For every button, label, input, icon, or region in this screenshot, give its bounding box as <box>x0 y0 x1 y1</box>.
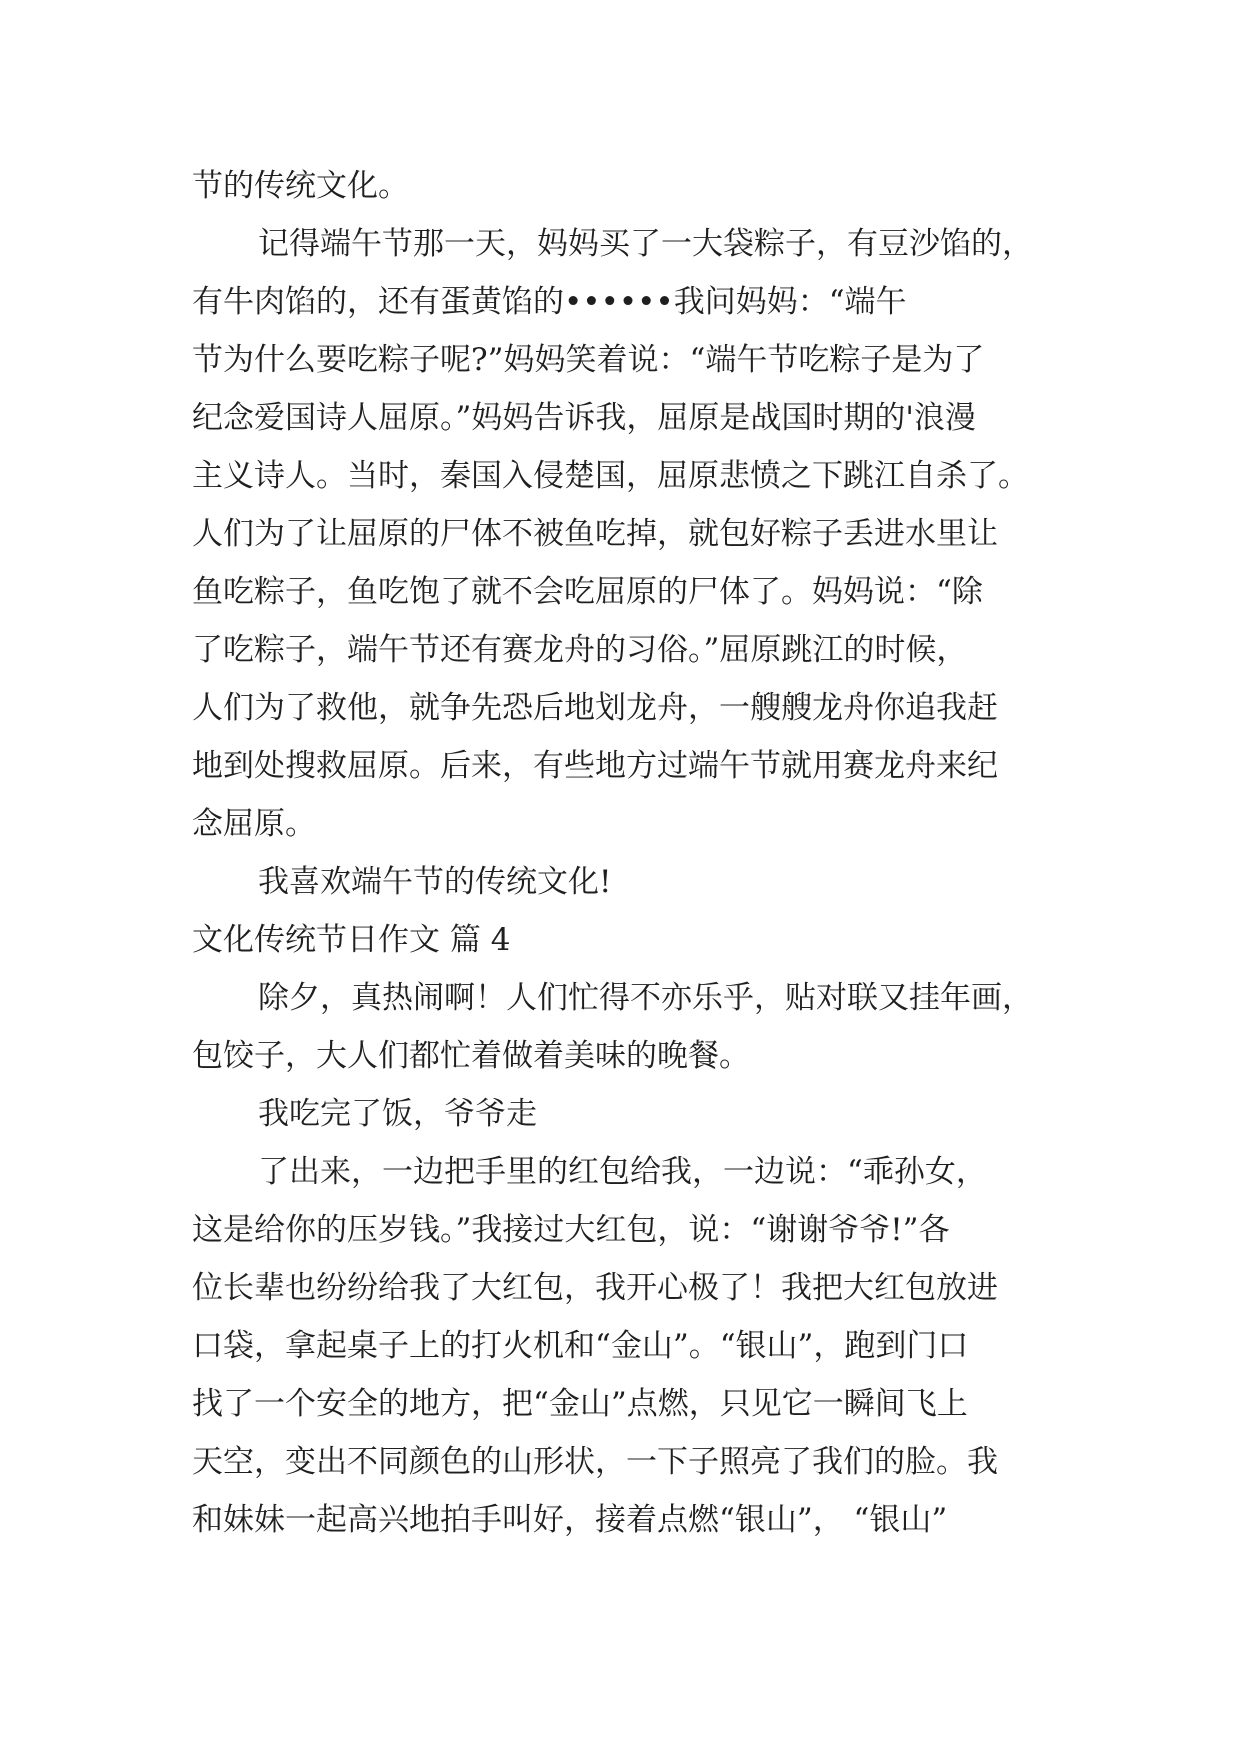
text-line: 位长辈也纷纷给我了大红包，我开心极了！我把大红包放进 <box>192 1270 998 1306</box>
paragraph-start-line: 除夕，真热闹啊！人们忙得不亦乐乎，贴对联又挂年画， <box>258 980 1033 1016</box>
essay-text <box>192 157 1057 1549</box>
text-line: 主义诗人。当时，秦国入侵楚国，屈原悲愤之下跳江自杀了。 <box>192 458 1029 494</box>
text-line: 节的传统文化。 <box>192 168 409 204</box>
paragraph-start-line: 记得端午节那一天，妈妈买了一大袋粽子，有豆沙馅的， <box>258 226 1033 262</box>
text-line: 地到处搜救屈原。后来，有些地方过端午节就用赛龙舟来纪 <box>192 748 998 784</box>
text-line: 和妹妹一起高兴地拍手叫好，接着点燃“银山”， “银山” <box>192 1502 948 1538</box>
paragraph-start-line: 我吃完了饭，爷爷走 <box>258 1096 537 1132</box>
text-line: 鱼吃粽子，鱼吃饱了就不会吃屈原的尸体了。妈妈说：“除 <box>192 574 983 610</box>
text-line: 了吃粽子，端午节还有赛龙舟的习俗。”屈原跳江的时候， <box>192 632 968 668</box>
text-line: 包饺子，大人们都忙着做着美味的晚餐。 <box>192 1038 750 1074</box>
text-line: 人们为了救他，就争先恐后地划龙舟，一艘艘龙舟你追我赶 <box>192 690 998 726</box>
text-line: 这是给你的压岁钱。”我接过大红包，说：“谢谢爷爷!”各 <box>192 1212 950 1248</box>
section-heading: 文化传统节日作文 篇 4 <box>192 922 511 958</box>
text-line: 找了一个安全的地方，把“金山”点燃，只见它一瞬间飞上 <box>192 1386 968 1422</box>
text-line: 念屈原。 <box>192 806 316 842</box>
text-line: 人们为了让屈原的尸体不被鱼吃掉，就包好粽子丢进水里让 <box>192 516 998 552</box>
text-line: 纪念爱国诗人屈原。”妈妈告诉我，屈原是战国时期的'浪漫 <box>192 400 976 436</box>
paragraph-start-line: 我喜欢端午节的传统文化! <box>258 864 612 900</box>
text-line: 节为什么要吃粽子呢?”妈妈笑着说：“端午节吃粽子是为了 <box>192 342 985 378</box>
text-line: 有牛肉馅的，还有蛋黄馅的••••••我问妈妈：“端午 <box>192 284 907 320</box>
paragraph-start-line: 了出来，一边把手里的红包给我，一边说：“乖孙女， <box>258 1154 987 1190</box>
text-line: 口袋，拿起桌子上的打火机和“金山”。“银山”，跑到门口 <box>192 1328 969 1364</box>
text-line: 天空，变出不同颜色的山形状，一下子照亮了我们的脸。我 <box>192 1444 998 1480</box>
